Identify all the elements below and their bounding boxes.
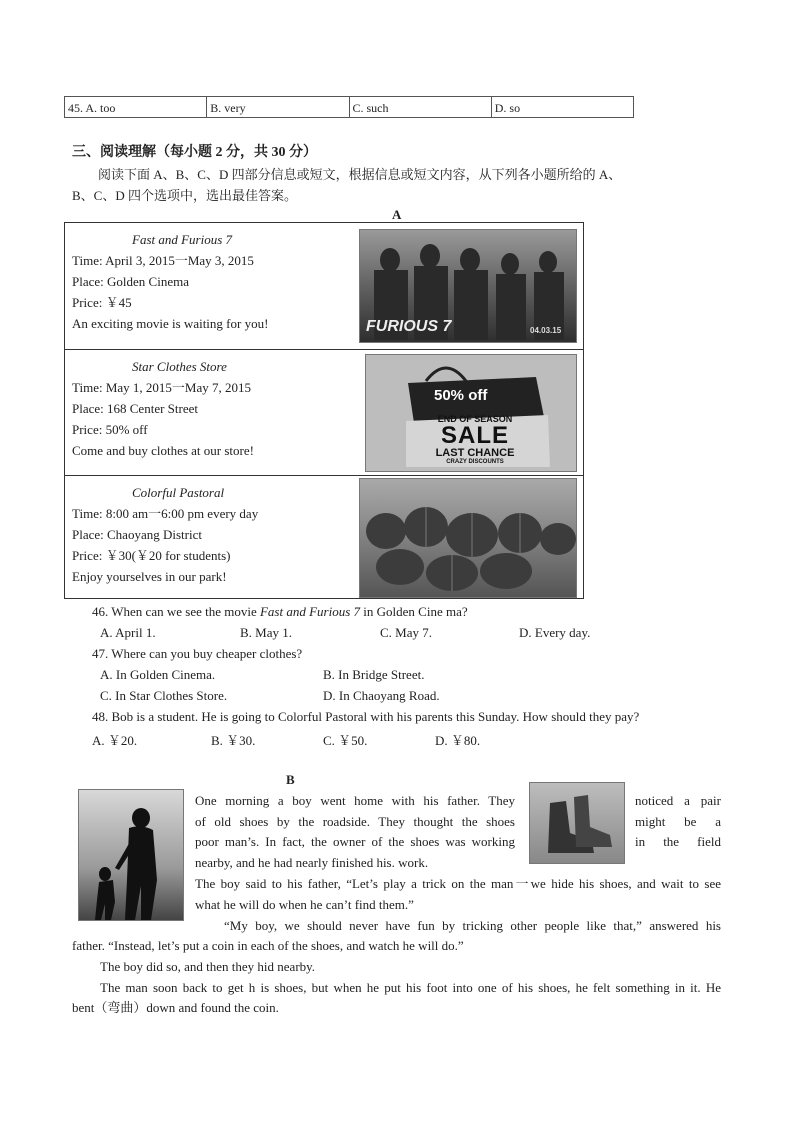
passage-b-p3-a: “My boy, we should never have fun by tricking other people like that,” answered his (224, 918, 721, 933)
sale-line-4: CRAZY DISCOUNTS (446, 459, 504, 465)
q47-option-a[interactable]: A. In Golden Cinema. (100, 667, 216, 682)
passage-b-p5-b: bent（弯曲）down and found the coin. (72, 1000, 279, 1015)
ad-park (65, 475, 583, 599)
silhouette-icon (79, 790, 183, 920)
sale-line-1: END OF SEASON (437, 414, 513, 424)
q48-option-a[interactable]: A. ￥20. (92, 733, 138, 748)
q45-option-b: B. very (207, 97, 349, 117)
ad-place: Place: Golden Cinema (72, 274, 189, 289)
sale-line-2: SALE (440, 422, 509, 449)
ad-price: Price: ￥45 (72, 295, 132, 310)
passage-b-p2-b: what he will do when he can’t find them.” (195, 897, 414, 912)
q48-option-c[interactable]: C. ￥50. (323, 733, 368, 748)
park-produce-image (359, 478, 577, 598)
q48-option-b[interactable]: B. ￥30. (211, 733, 256, 748)
ads-table (64, 222, 584, 599)
passage-b-line-1: One morning a boy went home with his father. They (195, 793, 515, 808)
ad-clothes (65, 349, 583, 475)
sale-tag: 50% off (434, 387, 488, 404)
q46-option-b[interactable]: B. May 1. (240, 625, 292, 640)
sale-line-3: LAST CHANCE (435, 447, 515, 459)
passage-b-line-4: nearby, and he had nearly finished his. work. (195, 855, 429, 870)
old-shoes-image (529, 782, 625, 864)
ad-movie (65, 223, 583, 349)
passage-b-p2-a: The boy said to his father, “Let’s play a trick on the man一we hide his shoes, and wait to see (195, 876, 721, 891)
q47-option-b[interactable]: B. In Bridge Street. (323, 667, 425, 682)
passage-b-right-1: noticed a pair (635, 793, 721, 808)
passage-b-right-3: in the field (635, 834, 721, 849)
pumpkins-icon (360, 479, 576, 597)
ad-price: Price: 50% off (72, 422, 148, 437)
ad-slogan: An exciting movie is waiting for you! (72, 316, 269, 331)
ad-slogan: Come and buy clothes at our store! (72, 443, 254, 458)
section-instruction: 阅读下面 A、B、C、D 四部分信息或短文，根据信息或短文内容，从下列各小题所给的 A、B、C、D 四个选项中，选出最佳答案。 (72, 167, 622, 203)
passage-b-p3-b: father. “Instead, let’s put a coin in each of the shoes, and watch he will do.” (72, 938, 464, 953)
section-title: 三、阅读理解（每小题 2 分，共 30 分） (72, 145, 317, 160)
ad-time: Time: May 1, 2015一May 7, 2015 (72, 380, 251, 395)
ad-time: Time: April 3, 2015一May 3, 2015 (72, 253, 254, 268)
question-stem-movie-title: Fast and Furious 7 (259, 604, 361, 619)
father-son-silhouette-image (78, 789, 184, 921)
q47-option-c[interactable]: C. In Star Clothes Store. (100, 688, 228, 703)
question-stem: 46. When can we see the movie (92, 604, 260, 619)
ad-place: Place: 168 Center Street (72, 401, 198, 416)
q45-option-c: C. such (350, 97, 492, 117)
sale-bag-image (365, 354, 577, 472)
q46-option-a[interactable]: A. April 1. (100, 625, 156, 640)
ad-title: Colorful Pastoral (132, 485, 225, 500)
passage-a-label: A (392, 207, 402, 222)
passage-b-p5-a: The man soon back to get h is shoes, but when he put his foot into one of his shoes, he felt something in it. He (100, 980, 721, 995)
ad-title: Fast and Furious 7 (132, 232, 233, 247)
movie-poster-date: 04.03.15 (530, 326, 562, 335)
q46-option-d[interactable]: D. Every day. (519, 625, 591, 640)
q45-options-table (64, 96, 634, 118)
q45-option-a: 45. A. too (65, 97, 207, 117)
shoes-icon (530, 783, 624, 863)
question-stem-end: in Golden Cine ma? (360, 604, 468, 619)
ad-place: Place: Chaoyang District (72, 527, 202, 542)
question-47: 47. Where can you buy cheaper clothes? (92, 646, 303, 661)
ad-time: Time: 8:00 am一6:00 pm every day (72, 506, 259, 521)
ad-slogan: Enjoy yourselves in our park! (72, 569, 227, 584)
passage-b-p4: The boy did so, and then they hid nearby. (100, 959, 316, 974)
passage-b-label: B (286, 772, 295, 787)
movie-poster-logo: FURIOUS 7 (366, 318, 452, 335)
q48-option-d[interactable]: D. ￥80. (435, 733, 481, 748)
question-48: 48. Bob is a student. He is going to Colorful Pastoral with his parents this Sunday. How should they pay? (92, 709, 640, 724)
passage-b-line-3: poor man’s. In fact, the owner of the shoes was working (195, 834, 515, 849)
q46-option-c[interactable]: C. May 7. (380, 625, 432, 640)
passage-b-line-2: of old shoes by the roadside. They thought the shoes (195, 814, 515, 829)
q45-option-d: D. so (494, 101, 521, 115)
movie-poster-image (359, 229, 577, 343)
q47-option-d[interactable]: D. In Chaoyang Road. (323, 688, 440, 703)
ad-title: Star Clothes Store (132, 359, 227, 374)
question-46 (92, 604, 468, 620)
ad-price: Price: ￥30(￥20 for students) (72, 548, 231, 563)
passage-b-right-2: might be a (635, 814, 721, 829)
